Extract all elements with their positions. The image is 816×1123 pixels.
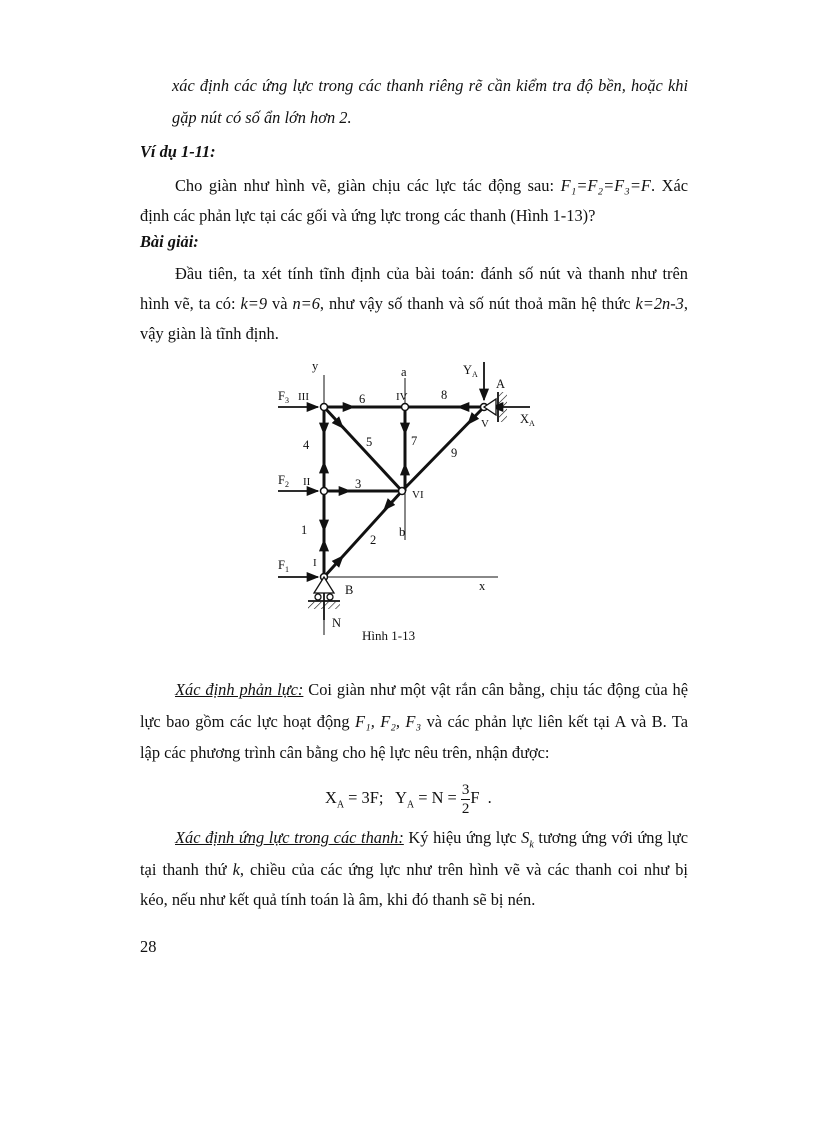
figure-caption: Hình 1-13 xyxy=(362,628,416,643)
bar-label-3: 3 xyxy=(355,477,362,491)
axis-label-a: a xyxy=(401,365,407,379)
support-label-B: B xyxy=(345,583,354,597)
reactions-title: Xác định phản lực: xyxy=(175,680,304,699)
node-label-VI: VI xyxy=(412,489,424,501)
intro-line-1: xác định các ứng lực trong các thanh riêng rẽ cần kiểm tra độ bền, hoặc khi xyxy=(172,76,688,95)
node-III xyxy=(321,404,328,411)
axis-label-x: x xyxy=(479,579,486,593)
support-label-A: A xyxy=(496,377,506,391)
page-number: 28 xyxy=(140,937,157,956)
solution-line-3: vậy giàn là tĩnh định. xyxy=(140,324,279,343)
axis-label-b: b xyxy=(399,525,406,539)
bar-label-9: 9 xyxy=(451,446,458,460)
internal-line-2: tại thanh thứ k, chiều của các ứng lực như trên hình vẽ và các thanh coi như bị xyxy=(140,860,688,879)
force-label-F3: $F_3$ xyxy=(278,389,289,405)
intro-line-2: gặp nút có số ẩn lớn hơn 2. xyxy=(172,108,352,127)
solution-heading: Bài giải: xyxy=(140,232,199,251)
bar-label-6: 6 xyxy=(359,392,366,406)
example-paragraph-line-2: định các phản lực tại các gối và ứng lực trong các thanh (Hình 1-13)? xyxy=(140,206,596,225)
force-label-N: N xyxy=(332,616,342,630)
arrow-bar-5 xyxy=(333,417,343,428)
force-equality: F₁=F₂=F₃=F xyxy=(560,176,651,195)
node-label-V: V xyxy=(481,418,489,430)
node-label-I: I xyxy=(313,557,317,569)
bar-label-1: 1 xyxy=(301,523,308,537)
internal-line-3: kéo, nếu như kết quả tính toán là âm, khi đó thanh sẽ bị nén. xyxy=(140,890,536,909)
internal-title: Xác định ứng lực trong các thanh: xyxy=(175,828,404,847)
node-label-IV: IV xyxy=(396,391,408,403)
bar-label-4: 4 xyxy=(303,438,310,452)
bar-label-2: 2 xyxy=(370,533,377,547)
axis-label-y: y xyxy=(312,359,319,373)
bar-label-5: 5 xyxy=(366,435,373,449)
node-label-III: III xyxy=(298,391,309,403)
reactions-line-2: lực bao gồm các lực hoạt động F₁, F₂, F₃ và các phản lực liên kết tại A và B. Ta xyxy=(140,712,688,731)
bar-label-7: 7 xyxy=(411,434,418,448)
reaction-equation: $X_A = 3F$; $Y_A = N$ = $\frac{3}{2}$ F . xyxy=(325,781,492,817)
arrow-bar-2 xyxy=(333,556,343,567)
arrow-bar-9 xyxy=(468,416,475,424)
force-label-F2: $F_2$ xyxy=(278,473,289,489)
node-VI xyxy=(399,488,406,495)
force-label-F1: $F_1$ xyxy=(278,558,289,574)
example-heading: Ví dụ 1-11: xyxy=(140,142,216,161)
internal-line-1: Xác định ứng lực trong các thanh: Ký hiệu ứng lực $S_k$ tương ứng với ứng lực xyxy=(175,828,688,851)
reactions-line-3: lập các phương trình cân bằng cho hệ lực nêu trên, nhận được: xyxy=(140,743,550,762)
support-B xyxy=(308,577,340,609)
truss-figure xyxy=(0,350,816,650)
node-IV xyxy=(402,404,409,411)
bar-label-8: 8 xyxy=(441,388,448,402)
node-II xyxy=(321,488,328,495)
fraction-three-halves: $\frac{3}{2}$ xyxy=(461,781,470,817)
solution-line-2: hình vẽ, ta có: k=9 và n=6, như vậy số thanh và số nút thoả mãn hệ thức k=2n-3, xyxy=(140,294,688,313)
example-paragraph-line-1: Cho giàn như hình vẽ, giàn chịu các lực tác động sau: F₁=F₂=F₃=F. Xác xyxy=(175,176,688,195)
reactions-line-1: Xác định phản lực: Coi giàn như một vật rắn cân bằng, chịu tác động của hệ xyxy=(175,680,688,699)
solution-line-1: Đầu tiên, ta xét tính tĩnh định của bài toán: đánh số nút và thanh như trên xyxy=(175,264,688,283)
force-label-XA: $X_A$ xyxy=(520,412,535,428)
force-label-YA: $Y_A$ xyxy=(463,363,478,379)
node-label-II: II xyxy=(303,476,311,488)
